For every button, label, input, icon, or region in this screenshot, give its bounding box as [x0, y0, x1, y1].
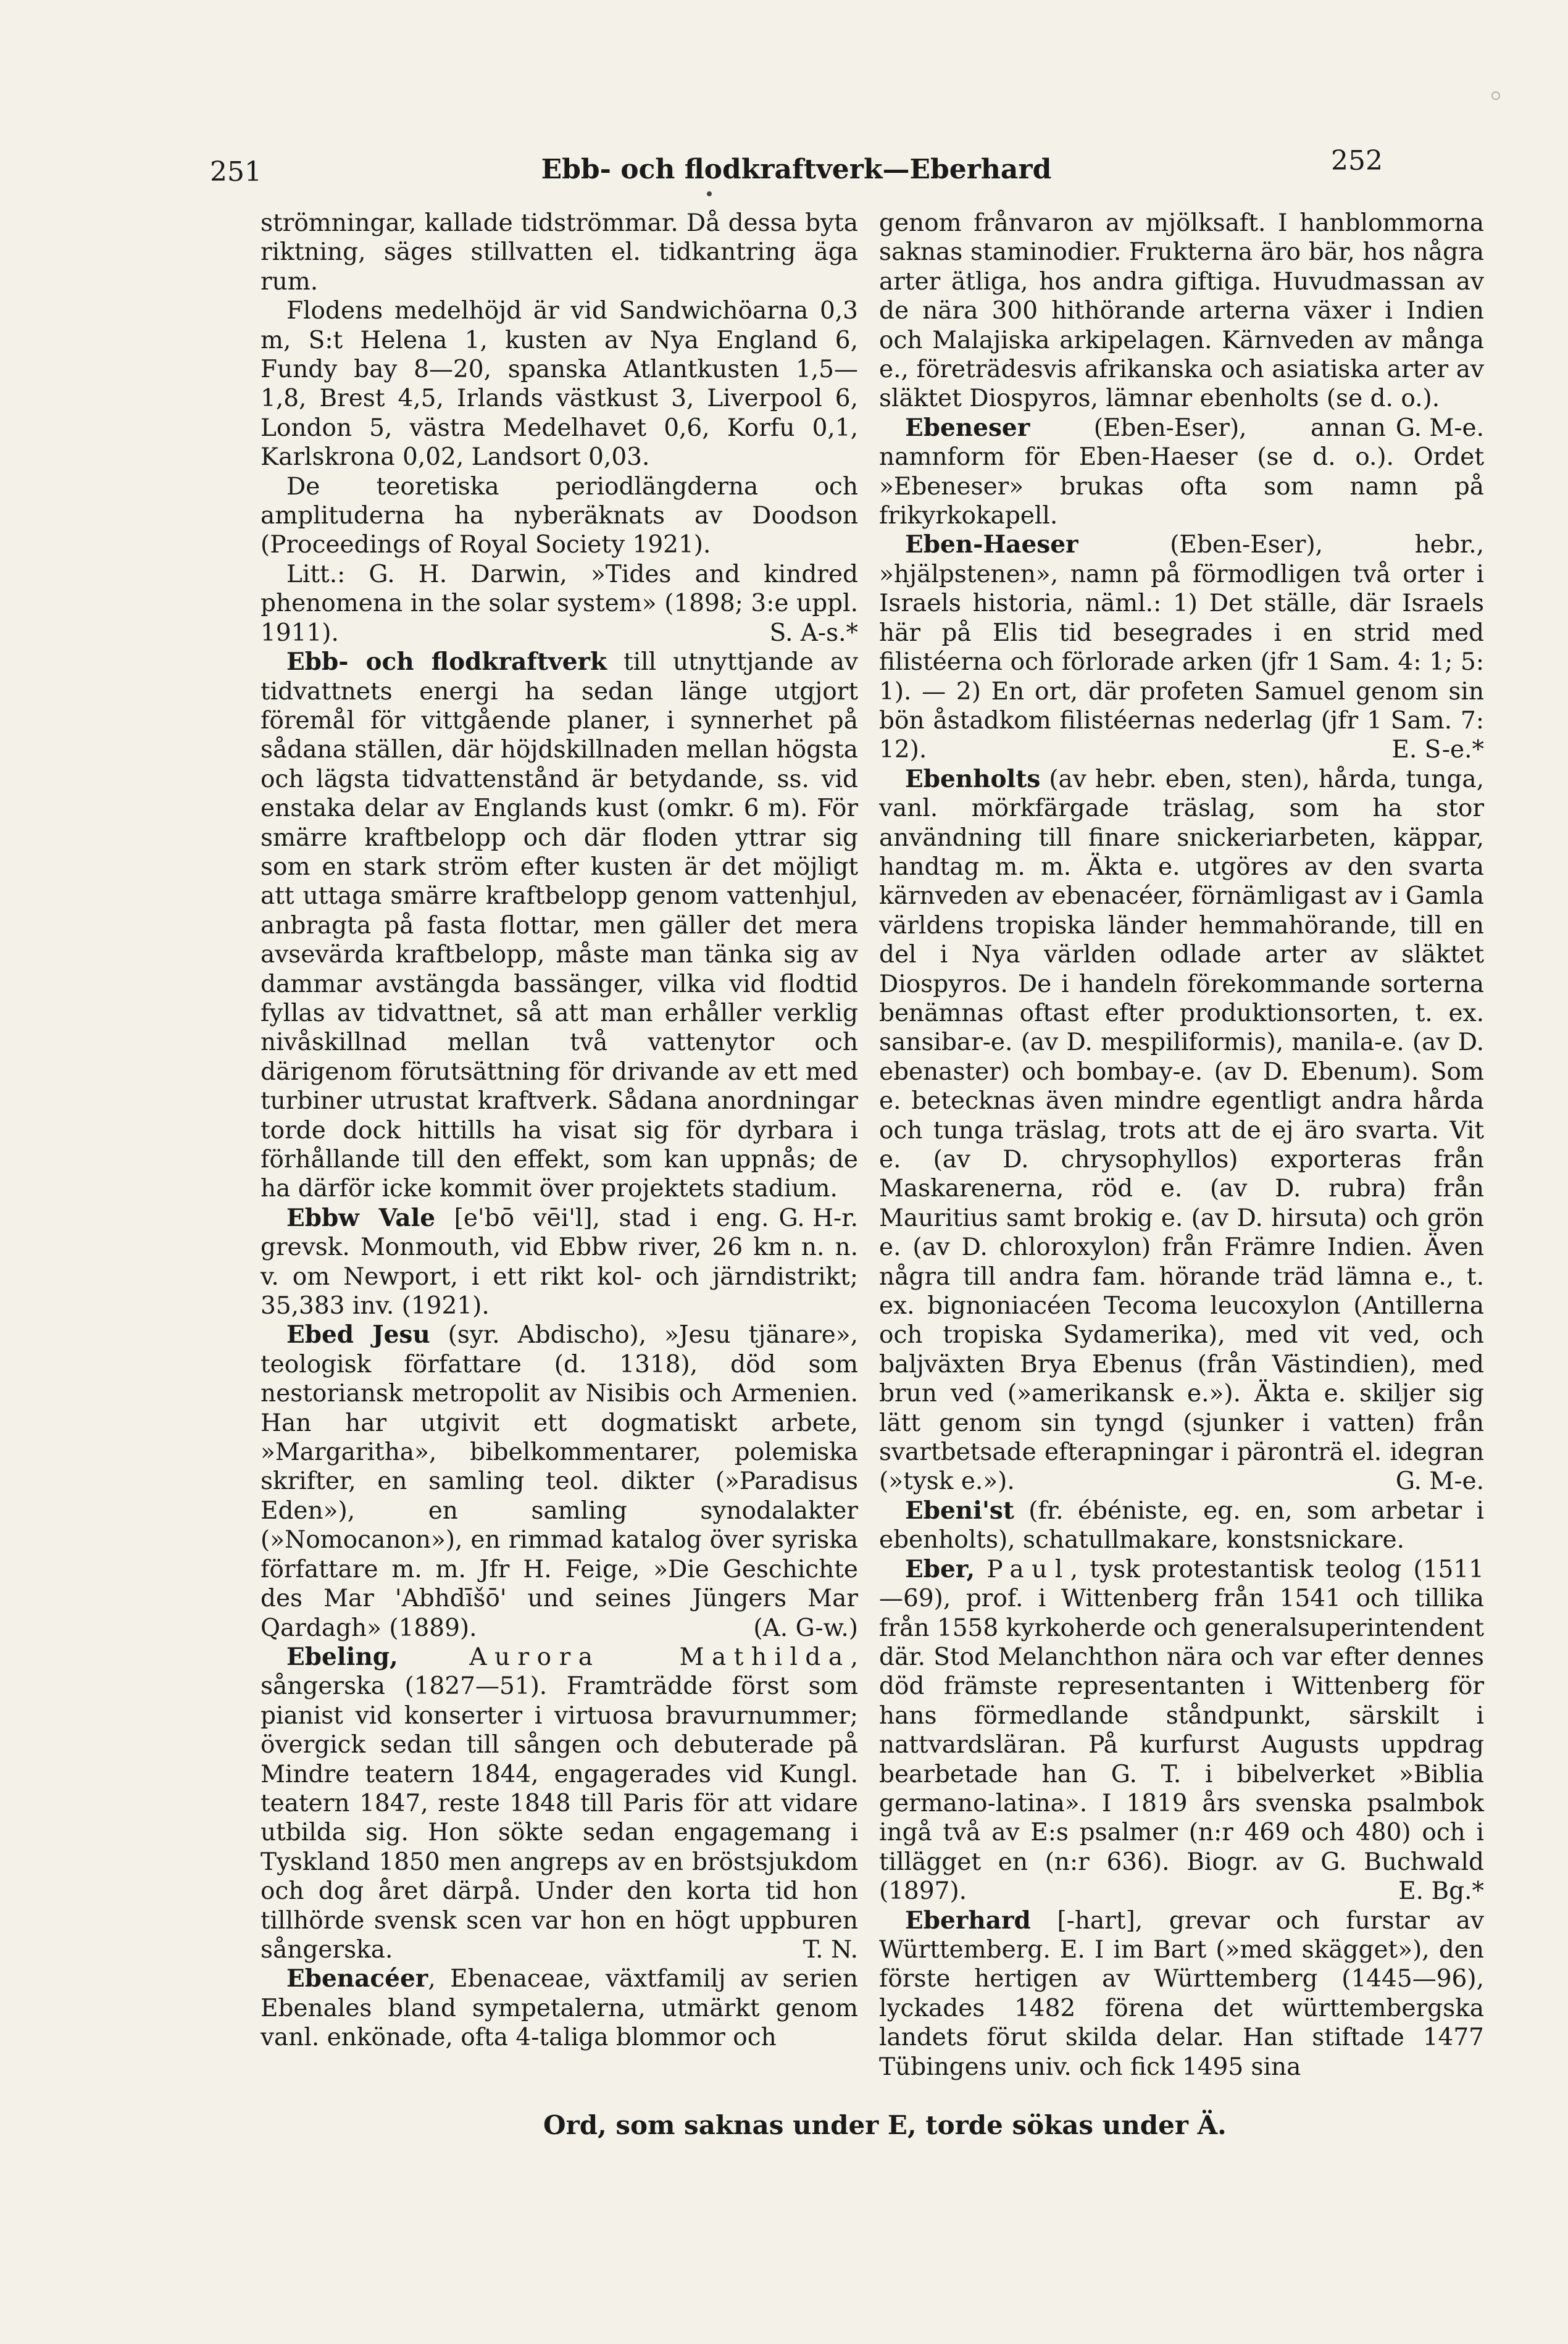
- author-signature: G. M-e.: [1395, 1467, 1484, 1496]
- headword: Eberhard: [905, 1906, 1031, 1935]
- entry-ebeling: [261, 1643, 858, 1964]
- page-footer-note: Ord, som saknas under E, torde sökas under Ä.: [543, 2110, 1227, 2140]
- entry-ebbw-vale: [261, 1204, 858, 1321]
- entry-text: , sångerska (1827—51). Framträdde först som pianist vid konserter i virtuosa bravurnummer; övergick sedan till sången och debuterade på Mindre teatern 1844, engagerades vid Kungl. teatern 1847, reste 1848 till Paris för att vidare utbilda sig. Hon sökte sedan engagemang i Tyskland 1850 men angreps av en bröstsjukdom och dog året därpå. Under den korta tid hon tillhörde svensk scen var hon en högt uppburen sångerska.: [261, 1643, 858, 1964]
- entry-eberhard: [879, 1906, 1484, 2082]
- print-dot: [707, 191, 712, 196]
- left-column: [261, 209, 858, 2053]
- headword: Ebenacéer: [286, 1964, 428, 1993]
- paragraph-text: genom frånvaron av mjölksaft. I hanblommorna saknas staminodier. Frukterna äro bär, hos några arter ätliga, hos andra giftiga. Huvudmassan av de nära 300 hithörande arterna växer i Indien och Malajiska arkipelagen. Kärnveden av många e., företrädesvis afrikanska och asiatiska arter av släktet Diospyros, lämnar ebenholts (se d. o.).: [879, 209, 1484, 413]
- entry-ebenaceer: [261, 1964, 858, 2052]
- entry-text: till utnyttjande av tidvattnets energi ha sedan länge utgjort föremål för vittgående planer, i synnerhet på sådana ställen, där höjdskillnaden mellan högsta och lägsta tidvattenstånd är betydande, ss. vid enstaka delar av Englands kust (omkr. 6 m). För smärre kraftbelopp och där floden yttrar sig som en stark ström efter kusten är det möjligt att uttaga smärre kraftbelopp genom vattenhjul, anbragta på fasta flottar, men gäller det mera avsevärda kraftbelopp, måste man tänka sig av dammar avstängda bassänger, vilka vid flodtid fyllas av tidvattnet, så att man erhåller verklig nivåskillnad mellan två vattenytor och därigenom förutsättning för drivande av ett med turbiner utrustat kraftverk. Sådana anordningar torde dock hittills ha visat sig för dyrbara i förhållande till den effekt, som kan uppnås; de ha därför icke kommit över projektets stadium.: [261, 648, 858, 1203]
- entry-ebed-jesu: [261, 1320, 858, 1642]
- entry-ebenist: [879, 1496, 1484, 1555]
- entry-text: (av hebr. eben, sten), hårda, tunga, vanl. mörkfärgade träslag, som ha stor användning till finare snickeriarbeten, käppar, handtag m. m. Äkta e. utgöres av den svarta kärnveden av ebenacéer, förnämligast av i Gamla världens tropiska länder hemmahörande, till en del i Nya världen odlade arter av släktet Diospyros. De i handeln förekommande sorterna benämnas oftast efter produktionsorten, t. ex. sansibar-e. (av D. mespiliformis), manila-e. (av D. ebenaster) och bombay-e. (av D. Ebenum). Som e. betecknas även mindre egentligt andra hårda och tunga träslag, trots att de ej äro svarta. Vit e. (av D. chrysophyllos) exporteras från Maskarenerna, röd e. (av D. rubra) från Mauritius samt brokig e. (av D. hirsuta) och grön e. (av D. chloroxylon) från Främre Indien. Även några till andra fam. hörande träd lämna e., t. ex. bignoniacéen Tecoma leucoxylon (Antillerna och tropiska Sydamerika), med vit ved, och baljväxten Brya Ebenus (från Västindien), med brun ved (»amerikansk e.»). Äkta e. skiljer sig lätt genom sin tyngd (sjunker i vatten) från svartbetsade efterapningar i päronträ el. idegran (»tysk e.»).: [879, 765, 1484, 1496]
- entry-text: , Ebenaceae, växtfamilj av serien Ebenales bland sympetalerna, utmärkt genom vanl. enkönade, ofta 4-taliga blommor och: [261, 1965, 858, 2052]
- headword: Ebed Jesu: [286, 1320, 430, 1349]
- running-title: Ebb- och flodkraftverk—Eberhard: [541, 154, 1052, 185]
- entry-ebenholts: [879, 765, 1484, 1496]
- page-number-left: 251: [210, 156, 262, 188]
- headword: Ebenholts: [905, 764, 1041, 793]
- page-number-right: 252: [1331, 145, 1383, 177]
- paragraph: Flodens medelhöjd är vid Sandwichöarna 0,3 m, S:t Helena 1, kusten av Nya England 6, Fundy bay 8—20, spanska Atlantkusten 1,5—1,8, Brest 4,5, Irlands västkust 3, Liverpool 6, London 5, västra Medelhavet 0,6, Korfu 0,1, Karlskrona 0,02, Landsort 0,03.: [261, 297, 858, 472]
- entry-text: , tysk protestantisk teolog (1511—69), prof. i Wittenberg från 1541 och tillika från 1558 kyrkoherde och generalsuperintendent där. Stod Melanchthon nära och var efter dennes död främste representanten i Wittenberg för hans förmedlande ståndpunkt, särskilt i nattvardsläran. På kurfurst Augusts uppdrag bearbetade han G. T. i bibelverket »Biblia germano-latina». I 1819 års svenska psalmbok ingå två av E:s psalmer (n:r 469 och 480) och i tillägget en (n:r 636). Biogr. av G. Buchwald (1897).: [879, 1555, 1484, 1906]
- entry-text: (Eben-Eser), hebr., »hjälpstenen», namn på förmodligen två orter i Israels historia, näml.: 1) Det ställe, där Israels här på Elis tid besegrades i en strid med filistéerna och förlorade arken (jfr 1 Sam. 4: 1; 5: 1). — 2) En ort, där profeten Samuel genom sin bön åstadkom filistéernas nederlag (jfr 1 Sam. 7: 12).: [879, 531, 1484, 764]
- entry-eben-haeser: [879, 530, 1484, 764]
- headword: Ebb- och flodkraftverk: [286, 648, 607, 677]
- entry-text: (fr. ébéniste, eg. en, som arbetar i ebenholts), schatullmakare, konstsnickare.: [879, 1496, 1484, 1554]
- headword: Ebeni'st: [905, 1496, 1014, 1525]
- author-signature: S. A-s.*: [769, 619, 858, 647]
- entry-text: [-hart], grevar och furstar av Württemberg. E. I im Bart (»med skägget»), den förste hertigen av Württemberg (1445—96), lyckades 1482 förena det württembergska landets förut skilda delar. Han stiftade 1477 Tübingens univ. och fick 1495 sina: [879, 1906, 1484, 2081]
- paragraph: strömningar, kallade tidströmmar. Då dessa byta riktning, säges stillvatten el. tidkantring äga rum.: [261, 209, 858, 296]
- author-signature: (A. G-w.): [753, 1614, 858, 1642]
- author-signature: G. M-e.: [1395, 414, 1484, 442]
- entry-text: (Eben-Eser), annan namnform för Eben-Haeser (se d. o.). Ordet »Ebeneser» brukas ofta som namn på frikyrkokapell.: [879, 414, 1484, 530]
- person-name: Aurora Mathilda: [469, 1643, 851, 1671]
- paragraph: De teoretiska periodlängderna och amplituderna ha nyberäknats av Doodson (Proceedings of Royal Society 1921).: [261, 472, 858, 559]
- entry-text: (syr. Abdischo), »Jesu tjänare», teologisk författare (d. 1318), död som nestoriansk metropolit av Nisibis och Armenien. Han har utgivit ett dogmatiskt arbete, »Margaritha», bibelkommentarer, polemiska skrifter, en samling teol. dikter (»Paradisus Eden»), en samling synodalakter (»Nomocanon»), en rimmad katalog över syriska författare m. m. Jfr H. Feige, »Die Geschichte des Mar 'Abhdīšō' und seines Jüngers Mar Qardagh» (1889).: [261, 1321, 858, 1642]
- right-column: [879, 209, 1484, 2082]
- headword: Ebeneser: [905, 413, 1030, 442]
- person-name: Paul: [986, 1555, 1070, 1583]
- entry-text: [e'bō vēi'l], stad i eng. grevsk. Monmouth, vid Ebbw river, 26 km n. n. v. om Newport, i ett rikt kol- och järndistrikt; 35,383 inv. (1921).: [261, 1204, 858, 1320]
- entry-eber: [879, 1555, 1484, 1906]
- author-signature: G. H-r.: [778, 1204, 858, 1232]
- author-signature: E. Bg.*: [1398, 1877, 1484, 1906]
- margin-mark: [1491, 91, 1500, 100]
- author-signature: T. N.: [803, 1935, 858, 1964]
- author-signature: E. S-e.*: [1391, 736, 1484, 764]
- literature-paragraph: [261, 560, 858, 648]
- paragraph-text: Litt.: G. H. Darwin, »Tides and kindred phenomena in the solar system» (1898; 3:e uppl. 1911).: [261, 560, 858, 647]
- headword: Eben-Haeser: [905, 530, 1078, 559]
- headword: Eber,: [905, 1554, 975, 1583]
- headword: Ebbw Vale: [286, 1203, 436, 1232]
- headword: Ebeling,: [286, 1642, 398, 1671]
- running-header: [210, 145, 1383, 188]
